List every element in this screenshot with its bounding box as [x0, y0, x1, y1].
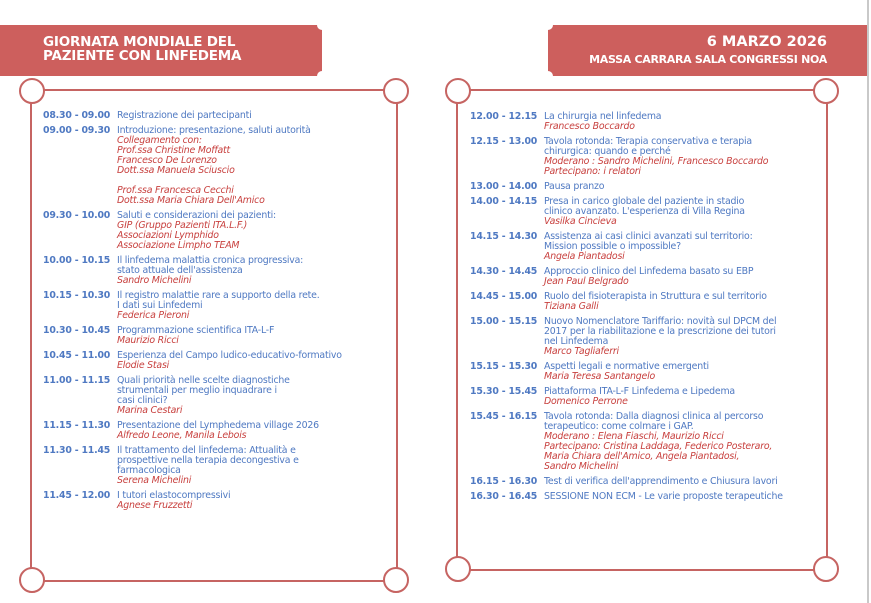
session-time: 16.15 - 16.30: [470, 476, 538, 487]
session-title: SESSIONE NON ECM - Le varie proposte terapeutiche: [544, 491, 783, 502]
banner-notch: [317, 20, 327, 30]
frame-corner: [813, 556, 839, 582]
page-edge-divider: [867, 0, 869, 603]
session-speakers: Angela Piantadosi: [544, 251, 625, 262]
session-speakers: Jean Paul Belgrado: [544, 276, 629, 287]
session-time: 08.30 - 09.00: [43, 110, 111, 121]
schedule-row: [43, 126, 388, 206]
schedule-row: [470, 232, 825, 262]
session-title: Introduzione: presentazione, saluti autorità: [117, 125, 311, 136]
schedule-row: [43, 111, 388, 121]
schedule-row: [470, 412, 825, 472]
session-title: Nuovo Nomenclatore Tariffario: novità sul DPCM del 2017 per la riabilitazione e la prescrizione dei tutori nel Linfedema: [544, 316, 777, 347]
schedule-row: [470, 197, 825, 227]
session-speakers: Moderano : Elena Fiaschi, Maurizio Ricci Partecipano: Cristina Laddaga, Federico Posteraro, Maria Chiara dell'Amico, Angela Piantadosi, Sandro Michelini: [544, 431, 773, 472]
session-speakers: Maria Teresa Santangelo: [544, 371, 656, 382]
schedule-row: [470, 387, 825, 407]
event-date: 6 MARZO 2026: [706, 34, 827, 50]
session-title: Test di verifica dell'apprendimento e Chiusura lavori: [544, 476, 778, 487]
session-time: 11.45 - 12.00: [43, 490, 111, 501]
session-speakers: Federica Pieroni: [117, 310, 190, 321]
frame-corner: [383, 567, 409, 593]
session-title: Ruolo del fisioterapista in Struttura e sul territorio: [544, 291, 767, 302]
session-speakers: Collegamento con: Prof.ssa Christine Moffatt Francesco De Lorenzo Dott.ssa Manuela Sciuscio: [117, 135, 235, 176]
event-date-banner: [548, 25, 867, 76]
session-title: Approccio clinico del Linfedema basato su EBP: [544, 266, 754, 277]
event-title: GIORNATA MONDIALE DEL PAZIENTE CON LINFEDEMA: [43, 34, 242, 64]
schedule-row: [470, 492, 825, 502]
session-speakers: Prof.ssa Francesca Cecchi Dott.ssa Maria Chiara Dell'Amico: [117, 185, 265, 206]
session-title: Il linfedema malattia cronica progressiva: stato attuale dell'assistenza: [117, 255, 304, 276]
schedule-row: [470, 477, 825, 487]
session-title: Assistenza ai casi clinici avanzati sul territorio: Mission possible o impossible?: [544, 231, 753, 252]
schedule-row: [43, 256, 388, 286]
session-speakers: Alfredo Leone, Manila Lebois: [117, 430, 247, 441]
session-speakers: Francesco Boccardo: [544, 121, 635, 132]
session-time: 14.30 - 14.45: [470, 266, 538, 277]
session-time: 09.30 - 10.00: [43, 210, 111, 221]
schedule-row: [43, 446, 388, 486]
session-time: 12.15 - 13.00: [470, 136, 538, 147]
schedule-afternoon: [470, 112, 825, 507]
schedule-row: [43, 351, 388, 371]
session-speakers: Marina Cestari: [117, 405, 183, 416]
session-title: Pausa pranzo: [544, 181, 605, 192]
schedule-row: [470, 112, 825, 132]
schedule-row: [470, 267, 825, 287]
frame-corner: [383, 78, 409, 104]
session-title: Presentazione del Lymphedema village 2026: [117, 420, 319, 431]
session-speakers: Serena Michelini: [117, 475, 192, 486]
session-time: 11.00 - 11.15: [43, 375, 111, 386]
banner-notch: [317, 71, 327, 81]
schedule-row: [43, 376, 388, 416]
session-title: La chirurgia nel linfedema: [544, 111, 662, 122]
session-title: I tutori elastocompressivi: [117, 490, 231, 501]
session-title: Programmazione scientifica ITA-L-F: [117, 325, 275, 336]
schedule-row: [43, 291, 388, 321]
frame-corner: [813, 78, 839, 104]
schedule-row: [470, 292, 825, 312]
session-title: Il registro malattie rare a supporto della rete. I dati sui Linfedemi: [117, 290, 320, 311]
session-time: 09.00 - 09.30: [43, 125, 111, 136]
session-title: Quali priorità nelle scelte diagnostiche strumentali per meglio inquadrare i casi clinici?: [117, 375, 290, 406]
banner-notch: [543, 71, 553, 81]
session-time: 13.00 - 14.00: [470, 181, 538, 192]
schedule-row: [43, 491, 388, 511]
event-venue: MASSA CARRARA SALA CONGRESSI NOA: [589, 53, 827, 66]
schedule-row: [470, 362, 825, 382]
schedule-row: [470, 317, 825, 357]
session-title: Piattaforma ITA-L-F Linfedema e Lipedema: [544, 386, 735, 397]
session-time: 15.15 - 15.30: [470, 361, 538, 372]
schedule-row: [43, 326, 388, 346]
session-time: 10.00 - 10.15: [43, 255, 111, 266]
session-time: 11.15 - 11.30: [43, 420, 111, 431]
session-speakers: Marco Tagliaferri: [544, 346, 619, 357]
session-title: Saluti e considerazioni dei pazienti:: [117, 210, 276, 221]
session-time: 16.30 - 16.45: [470, 491, 538, 502]
session-speakers: Elodie Stasi: [117, 360, 170, 371]
session-title: Tavola rotonda: Terapia conservativa e terapia chirurgica: quando e perché: [544, 136, 752, 157]
session-time: 15.45 - 16.15: [470, 411, 538, 422]
session-time: 10.30 - 10.45: [43, 325, 111, 336]
session-speakers: Moderano : Sandro Michelini, Francesco Boccardo Partecipano: i relatori: [544, 156, 769, 177]
session-time: 15.00 - 15.15: [470, 316, 538, 327]
banner-notch: [543, 20, 553, 30]
frame-corner: [19, 567, 45, 593]
session-speakers: Tiziana Galli: [544, 301, 599, 312]
session-time: 15.30 - 15.45: [470, 386, 538, 397]
session-title: Il trattamento del linfedema: Attualità e prospettive nella terapia decongestiva e farmacologica: [117, 445, 299, 476]
session-title: Aspetti legali e normative emergenti: [544, 361, 709, 372]
session-time: 14.00 - 14.15: [470, 196, 538, 207]
event-title-banner: [0, 25, 322, 76]
session-title: Esperienza del Campo ludico-educativo-formativo: [117, 350, 342, 361]
frame-corner: [19, 78, 45, 104]
schedule-morning: [43, 111, 388, 516]
schedule-row: [43, 421, 388, 441]
session-speakers: Maurizio Ricci: [117, 335, 179, 346]
session-title: Presa in carico globale del paziente in stadio clinico avanzato. L'esperienza di Villa Regina: [544, 196, 745, 217]
frame-corner: [445, 556, 471, 582]
frame-corner: [445, 78, 471, 104]
session-speakers: Vasilka Cincieva: [544, 216, 617, 227]
session-time: 10.45 - 11.00: [43, 350, 111, 361]
session-title: Tavola rotonda: Dalla diagnosi clinica al percorso terapeutico: come colmare i GAP.: [544, 411, 764, 432]
session-speakers: Agnese Fruzzetti: [117, 500, 193, 511]
schedule-row: [470, 137, 825, 177]
session-time: 12.00 - 12.15: [470, 111, 538, 122]
session-time: 10.15 - 10.30: [43, 290, 111, 301]
session-title: Registrazione dei partecipanti: [117, 110, 252, 121]
session-speakers: Domenico Perrone: [544, 396, 628, 407]
session-time: 11.30 - 11.45: [43, 445, 111, 456]
session-speakers: GIP (Gruppo Pazienti ITA.L.F.) Associazioni Lymphido Associazione Limpho TEAM: [117, 220, 248, 251]
session-speakers: Sandro Michelini: [117, 275, 192, 286]
session-time: 14.45 - 15.00: [470, 291, 538, 302]
session-time: 14.15 - 14.30: [470, 231, 538, 242]
schedule-row: [470, 182, 825, 192]
schedule-row: [43, 211, 388, 251]
